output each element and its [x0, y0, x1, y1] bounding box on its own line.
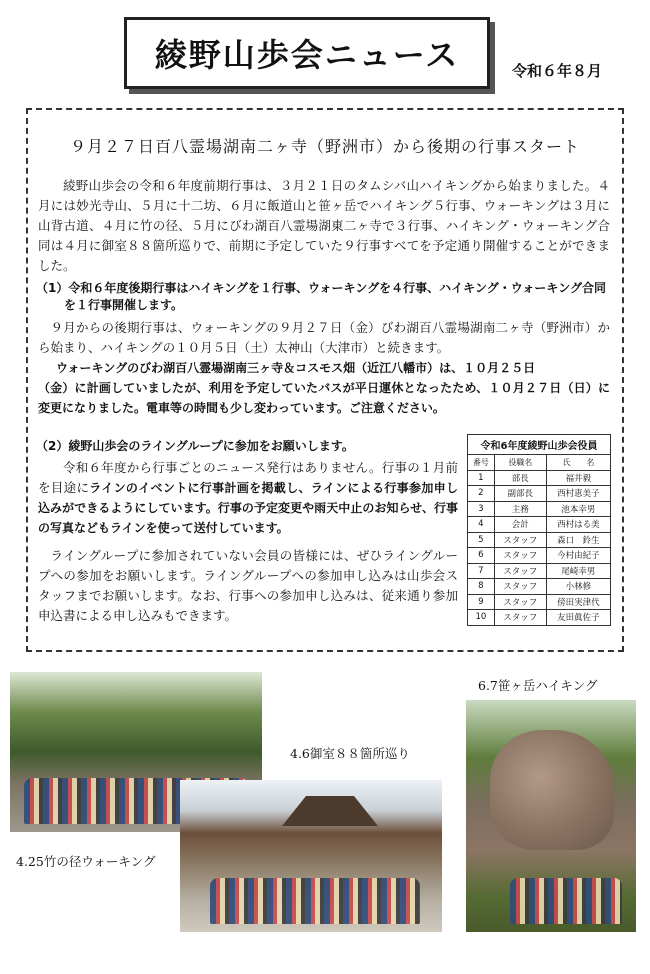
officers-header-role: 役職名 [494, 455, 546, 471]
table-row [468, 548, 611, 564]
officer-number: 10 [468, 610, 495, 626]
officer-name: 友田眞佐子 [546, 610, 610, 626]
officer-number: 5 [468, 532, 495, 548]
officer-role: 部長 [494, 470, 546, 486]
hiker-group-shape [210, 878, 420, 924]
section1-paragraph2-first-line: ウォーキングのびわ湖百八霊場湖南三ヶ寺＆コスモス畑（近江八幡市）は、１０月２５日 [56, 361, 536, 375]
officer-name: 池本幸男 [546, 501, 610, 517]
intro-paragraph: 綾野山歩会の令和６年度前期行事は、３月２１日のタムシバ山ハイキングから始まりました。４月には妙光寺山、５月に十二坊、６月に飯道山と笹ヶ岳でハイキング５行事、ウォーキングは３月に山背古道、４月に竹の径、５月にびわ湖百八霊場湖東二ヶ寺で３行事、ハイキング・ウォーキング合同は４月に御室８８箇所巡りで、前期に予定していた９行事すべてを予定通り開催することができました。 [38, 178, 610, 273]
issue-date: 令和６年８月 [512, 62, 603, 80]
photo-sasagatake-rock [466, 700, 636, 932]
officer-role: 副部長 [494, 486, 546, 502]
table-row [468, 579, 611, 595]
officer-name: 今村由紀子 [546, 548, 610, 564]
section2-paragraph2: ライングループに参加されていない会員の皆様には、ぜひライングループへの参加をお願いします。ライングループへの参加申し込みは山歩会スタッフまでお願いします。なお、行事への参加申し込みは、従来通り参加申込書による申し込みもできます。 [38, 548, 458, 623]
section1-heading: （1）令和６年度後期行事はハイキングを１行事、ウォーキングを４行事、ハイキング・ウォーキング合同を１行事開催します。 [36, 281, 606, 312]
table-row [468, 563, 611, 579]
table-row [468, 594, 611, 610]
table-row [468, 486, 611, 502]
officer-role: スタッフ [494, 532, 546, 548]
officer-number: 1 [468, 470, 495, 486]
officer-number: 6 [468, 548, 495, 564]
section1-paragraph1: ９月からの後期行事は、ウォーキングの９月２７日（金）びわ湖百八霊場湖南二ヶ寺（野洲市）から始まり、ハイキングの１０月５日（土）太神山（大津市）と続きます。 [38, 320, 610, 355]
officer-number: 9 [468, 594, 495, 610]
officer-number: 2 [468, 486, 495, 502]
officer-role: スタッフ [494, 563, 546, 579]
photo-caption-omuro: 4.6御室８８箇所巡り [290, 746, 410, 761]
article-headline: ９月２７日百八霊場湖南二ヶ寺（野洲市）から後期の行事スタート [69, 137, 580, 156]
officers-table [467, 434, 611, 626]
officer-name: 西村恵美子 [546, 486, 610, 502]
officer-role: スタッフ [494, 548, 546, 564]
officer-name: 森口 鈴生 [546, 532, 610, 548]
officer-number: 3 [468, 501, 495, 517]
officer-number: 7 [468, 563, 495, 579]
photo-omuro-temple [180, 780, 442, 932]
officers-header-name: 氏 名 [546, 455, 610, 471]
section2-paragraph1-a: 令和６年度から行事ごとのニュース発行はありません。行事の１月前を目途に [38, 460, 458, 495]
newsletter-title-box [124, 17, 490, 89]
section2-paragraph1-b: ラインのイベントに行事計画を掲載し、ラインによる行事参加申し込みができるようにしています。行事の予定変更や雨天中止のお知らせ、行事の写真などもラインを使って送付しています。 [38, 481, 458, 535]
officer-name: 尾崎幸男 [546, 563, 610, 579]
section1-paragraph2 [38, 358, 610, 418]
officer-number: 8 [468, 579, 495, 595]
photo-caption-bamboo: 4.25竹の径ウォーキング [16, 854, 156, 869]
section1-paragraph2-rest: （金）に計画していましたが、利用を予定していたバスが平日運休となったため、１０月２７日（日）に変更になりました。電車等の時間も少し変わっています。ご注意ください。 [38, 381, 610, 415]
newsletter-title: 綾野山歩会ニュース [154, 36, 460, 74]
officer-number: 4 [468, 517, 495, 533]
section2-heading: （2）綾野山歩会のライングループに参加をお願いします。 [36, 439, 354, 453]
officer-role: スタッフ [494, 579, 546, 595]
table-row [468, 470, 611, 486]
photo-caption-sasagatake: 6.7笹ヶ岳ハイキング [478, 678, 598, 693]
table-row [468, 610, 611, 626]
officer-name: 傍田実津代 [546, 594, 610, 610]
rock-shape [490, 730, 614, 850]
table-row [468, 517, 611, 533]
hiker-group-shape [510, 878, 622, 924]
table-row [468, 501, 611, 517]
officers-table-caption: 令和6年度綾野山歩会役員 [467, 434, 611, 454]
officers-table-header-row [468, 455, 611, 471]
officer-role: スタッフ [494, 594, 546, 610]
officer-name: 西村はる美 [546, 517, 610, 533]
officer-role: 会計 [494, 517, 546, 533]
temple-roof-shape [270, 796, 390, 826]
officer-name: 福井毅 [546, 470, 610, 486]
officer-name: 小林修 [546, 579, 610, 595]
table-row [468, 532, 611, 548]
officer-role: スタッフ [494, 610, 546, 626]
section2-paragraph1 [38, 458, 458, 538]
officer-role: 主務 [494, 501, 546, 517]
officers-header-number: 番号 [468, 455, 495, 471]
